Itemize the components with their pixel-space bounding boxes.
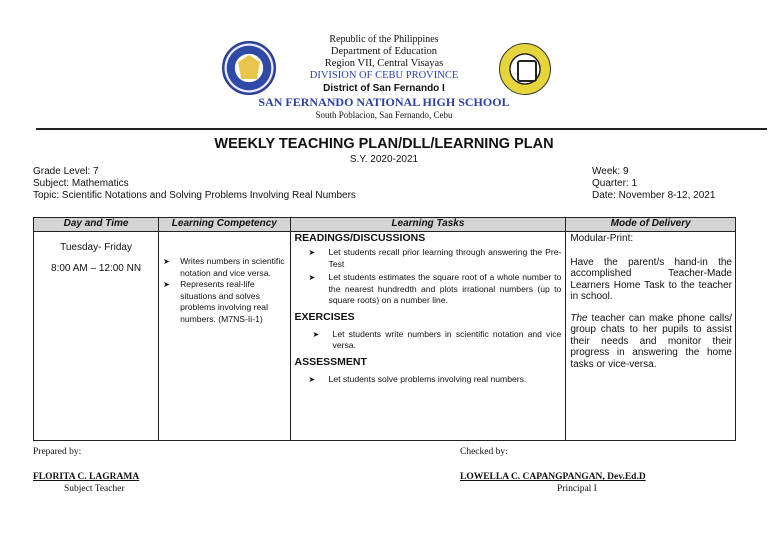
checked-role: Principal I xyxy=(557,484,597,494)
task-item: ➤ Let students recall prior learning through answering the Pre-Test xyxy=(308,247,562,269)
day-time-cell xyxy=(34,232,159,441)
day: Tuesday- Friday xyxy=(60,242,132,253)
header-republic: Republic of the Philippines xyxy=(329,34,439,45)
task-item: ➤ Let students estimates the square root of a whole number to the nearest hundredth and plots irrational numbers (up to square roots) on a number line. xyxy=(308,272,562,305)
document-title: WEEKLY TEACHING PLAN/DLL/LEARNING PLAN xyxy=(214,136,554,152)
mode-title: Modular-Print: xyxy=(570,233,634,244)
table-row xyxy=(34,232,736,441)
header-day-and-time: Day and Time xyxy=(34,218,159,232)
competency-item: ➤ Writes numbers in scientific notation and vice versa. xyxy=(163,256,285,278)
assessment-heading: ASSESSMENT xyxy=(294,355,367,368)
grade-level: Grade Level: 7 xyxy=(33,166,99,177)
cebu-division-seal-icon xyxy=(499,43,551,95)
mode-cell xyxy=(566,232,736,441)
header-divider xyxy=(36,128,767,130)
header-school: SAN FERNANDO NATIONAL HIGH SCHOOL xyxy=(258,95,510,109)
prepared-label: Prepared by: xyxy=(33,447,82,457)
subject: Subject: Mathematics xyxy=(33,178,129,189)
school-year: S.Y. 2020-2021 xyxy=(349,154,419,165)
header-address: South Poblacion, San Fernando, Cebu xyxy=(315,110,453,120)
plan-table xyxy=(33,217,736,441)
competency-item: ➤ Represents real-life situations and solves problems involving real numbers. (M7NS-Ii-1) xyxy=(163,279,268,324)
tasks-cell xyxy=(290,232,566,441)
checked-name: LOWELLA C. CAPANGPANGAN, Dev.Ed.D xyxy=(460,472,646,482)
arrow-bullet-icon: ➤ xyxy=(312,329,320,339)
arrow-bullet-icon: ➤ xyxy=(308,248,316,257)
topic: Topic: Scientific Notations and Solving Problems Involving Real Numbers xyxy=(33,190,356,201)
prepared-role: Subject Teacher xyxy=(64,484,125,494)
header-district: District of San Fernando I xyxy=(323,83,445,94)
exercises-heading: EXERCISES xyxy=(294,310,355,323)
header-division: DIVISION OF CEBU PROVINCE xyxy=(309,70,459,81)
deped-seal-icon xyxy=(222,41,276,95)
mode-paragraph-2: The teacher can make phone calls/ group chats to her pupils to assist their needs and monitor their progress in answering the home tasks or vice-versa. xyxy=(570,312,732,370)
header-department: Department of Education xyxy=(330,46,438,57)
mode-paragraph-1: Have the parent/s hand-in the accomplished Teacher-Made Learners Home Task to the teacher in school. xyxy=(570,256,732,302)
arrow-bullet-icon: ➤ xyxy=(308,273,316,282)
task-item: ➤ Let students write numbers in scientific notation and vice versa. xyxy=(312,328,562,350)
week: Week: 9 xyxy=(592,166,629,177)
checked-label: Checked by: xyxy=(460,447,508,457)
arrow-bullet-icon: ➤ xyxy=(308,374,316,384)
readings-heading: READINGS/DISCUSSIONS xyxy=(294,232,426,244)
arrow-bullet-icon: ➤ xyxy=(163,280,170,289)
task-item: ➤ Let students solve problems involving real numbers. xyxy=(308,373,527,384)
header-learning-competency: Learning Competency xyxy=(159,218,290,232)
header-learning-tasks: Learning Tasks xyxy=(290,218,566,232)
table-header-row xyxy=(34,218,736,232)
date: Date: November 8-12, 2021 xyxy=(592,190,716,201)
prepared-name: FLORITA C. LAGRAMA xyxy=(33,472,140,482)
time: 8:00 AM – 12:00 NN xyxy=(51,263,142,274)
quarter: Quarter: 1 xyxy=(592,178,638,189)
arrow-bullet-icon: ➤ xyxy=(163,257,170,266)
header-mode-of-delivery: Mode of Delivery xyxy=(566,218,736,232)
competency-cell xyxy=(159,232,290,441)
header-region: Region VII, Central Visayas xyxy=(324,58,444,69)
